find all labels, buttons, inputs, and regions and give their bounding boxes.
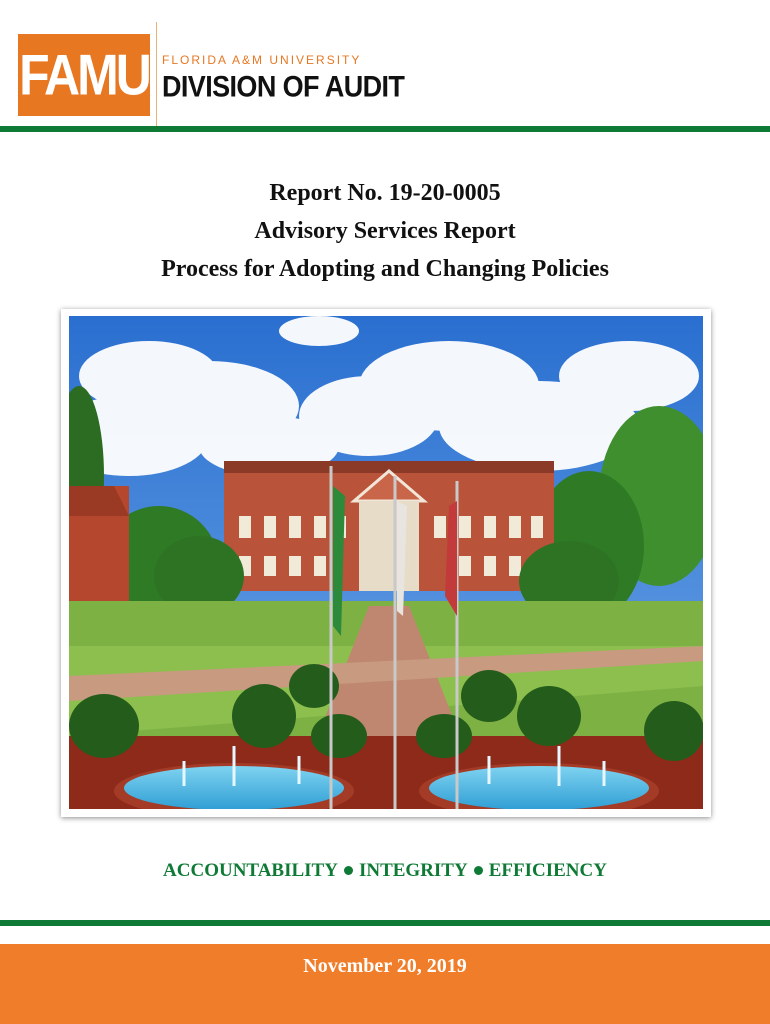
report-subject: Process for Adopting and Changing Policies — [161, 256, 609, 282]
university-name: FLORIDA A&M UNIVERSITY — [162, 53, 362, 67]
report-titles — [0, 174, 770, 288]
report-type: Advisory Services Report — [254, 218, 516, 244]
famu-logo — [18, 34, 150, 116]
report-number: Report No. 19-20-0005 — [269, 180, 501, 206]
division-name: DIVISION OF AUDIT — [162, 70, 405, 103]
bullet-icon — [344, 866, 353, 875]
top-green-rule — [0, 126, 770, 132]
document-header — [0, 0, 770, 135]
motto-integrity: INTEGRITY — [358, 860, 468, 881]
motto-accountability: ACCOUNTABILITY — [163, 860, 338, 881]
motto-efficiency: EFFICIENCY — [488, 860, 607, 881]
campus-photo — [61, 309, 711, 817]
bottom-green-rule — [0, 920, 770, 926]
bullet-icon — [474, 866, 483, 875]
logo-text: FAMU — [19, 42, 149, 108]
campus-photo-illustration — [69, 316, 703, 809]
motto-line — [0, 860, 770, 882]
header-divider — [156, 22, 157, 126]
report-date: November 20, 2019 — [303, 955, 467, 977]
